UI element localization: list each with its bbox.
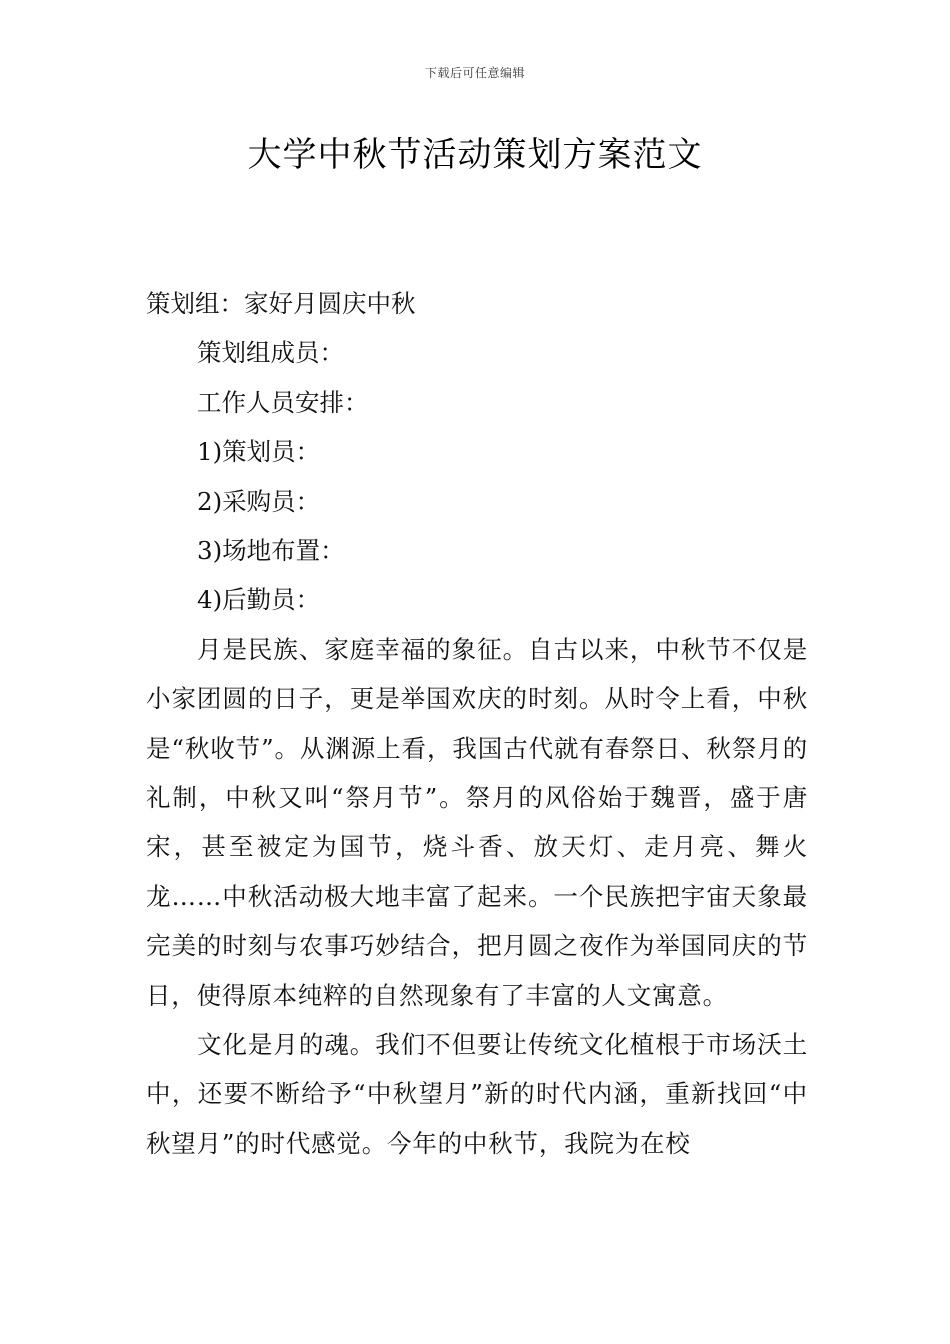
list-item: 1)策划员： bbox=[197, 437, 321, 467]
list-item: 策划组成员： bbox=[197, 338, 344, 368]
paragraph: 文化是月的魂。我们不但要让传统文化植根于市场沃土中，还要不断给予“中秋望月”新的时代内涵，重新找回“中秋望月”的时代感觉。今年的中秋节，我院为在校 bbox=[146, 1029, 808, 1158]
list-item: 4)后勤员： bbox=[197, 585, 321, 615]
plan-group-line: 策划组：家好月圆庆中秋 bbox=[146, 289, 416, 318]
document-title: 大学中秋节活动策划方案范文 bbox=[247, 135, 703, 175]
list-item: 3)场地布置： bbox=[197, 535, 345, 565]
header-note: 下载后可任意编辑 bbox=[424, 66, 525, 80]
list-item: 2)采购员： bbox=[197, 486, 321, 516]
list-item: 工作人员安排： bbox=[197, 387, 369, 417]
document-body bbox=[146, 279, 808, 1168]
paragraph: 月是民族、家庭幸福的象征。自古以来，中秋节不仅是小家团圆的日子，更是举国欢庆的时刻。从时令上看，中秋是“秋收节”。从渊源上看，我国古代就有春祭日、秋祭月的礼制，中秋又叫“祭月节”。祭月的风俗始于魏晋，盛于唐宋，甚至被定为国节，烧斗香、放天灯、走月亮、舞火龙……中秋活动极大地丰富了起来。一个民族把宇宙天象最完美的时刻与农事巧妙结合，把月圆之夜作为举国同庆的节日，使得原本纯粹的自然现象有了丰富的人文寓意。 bbox=[146, 634, 808, 1010]
